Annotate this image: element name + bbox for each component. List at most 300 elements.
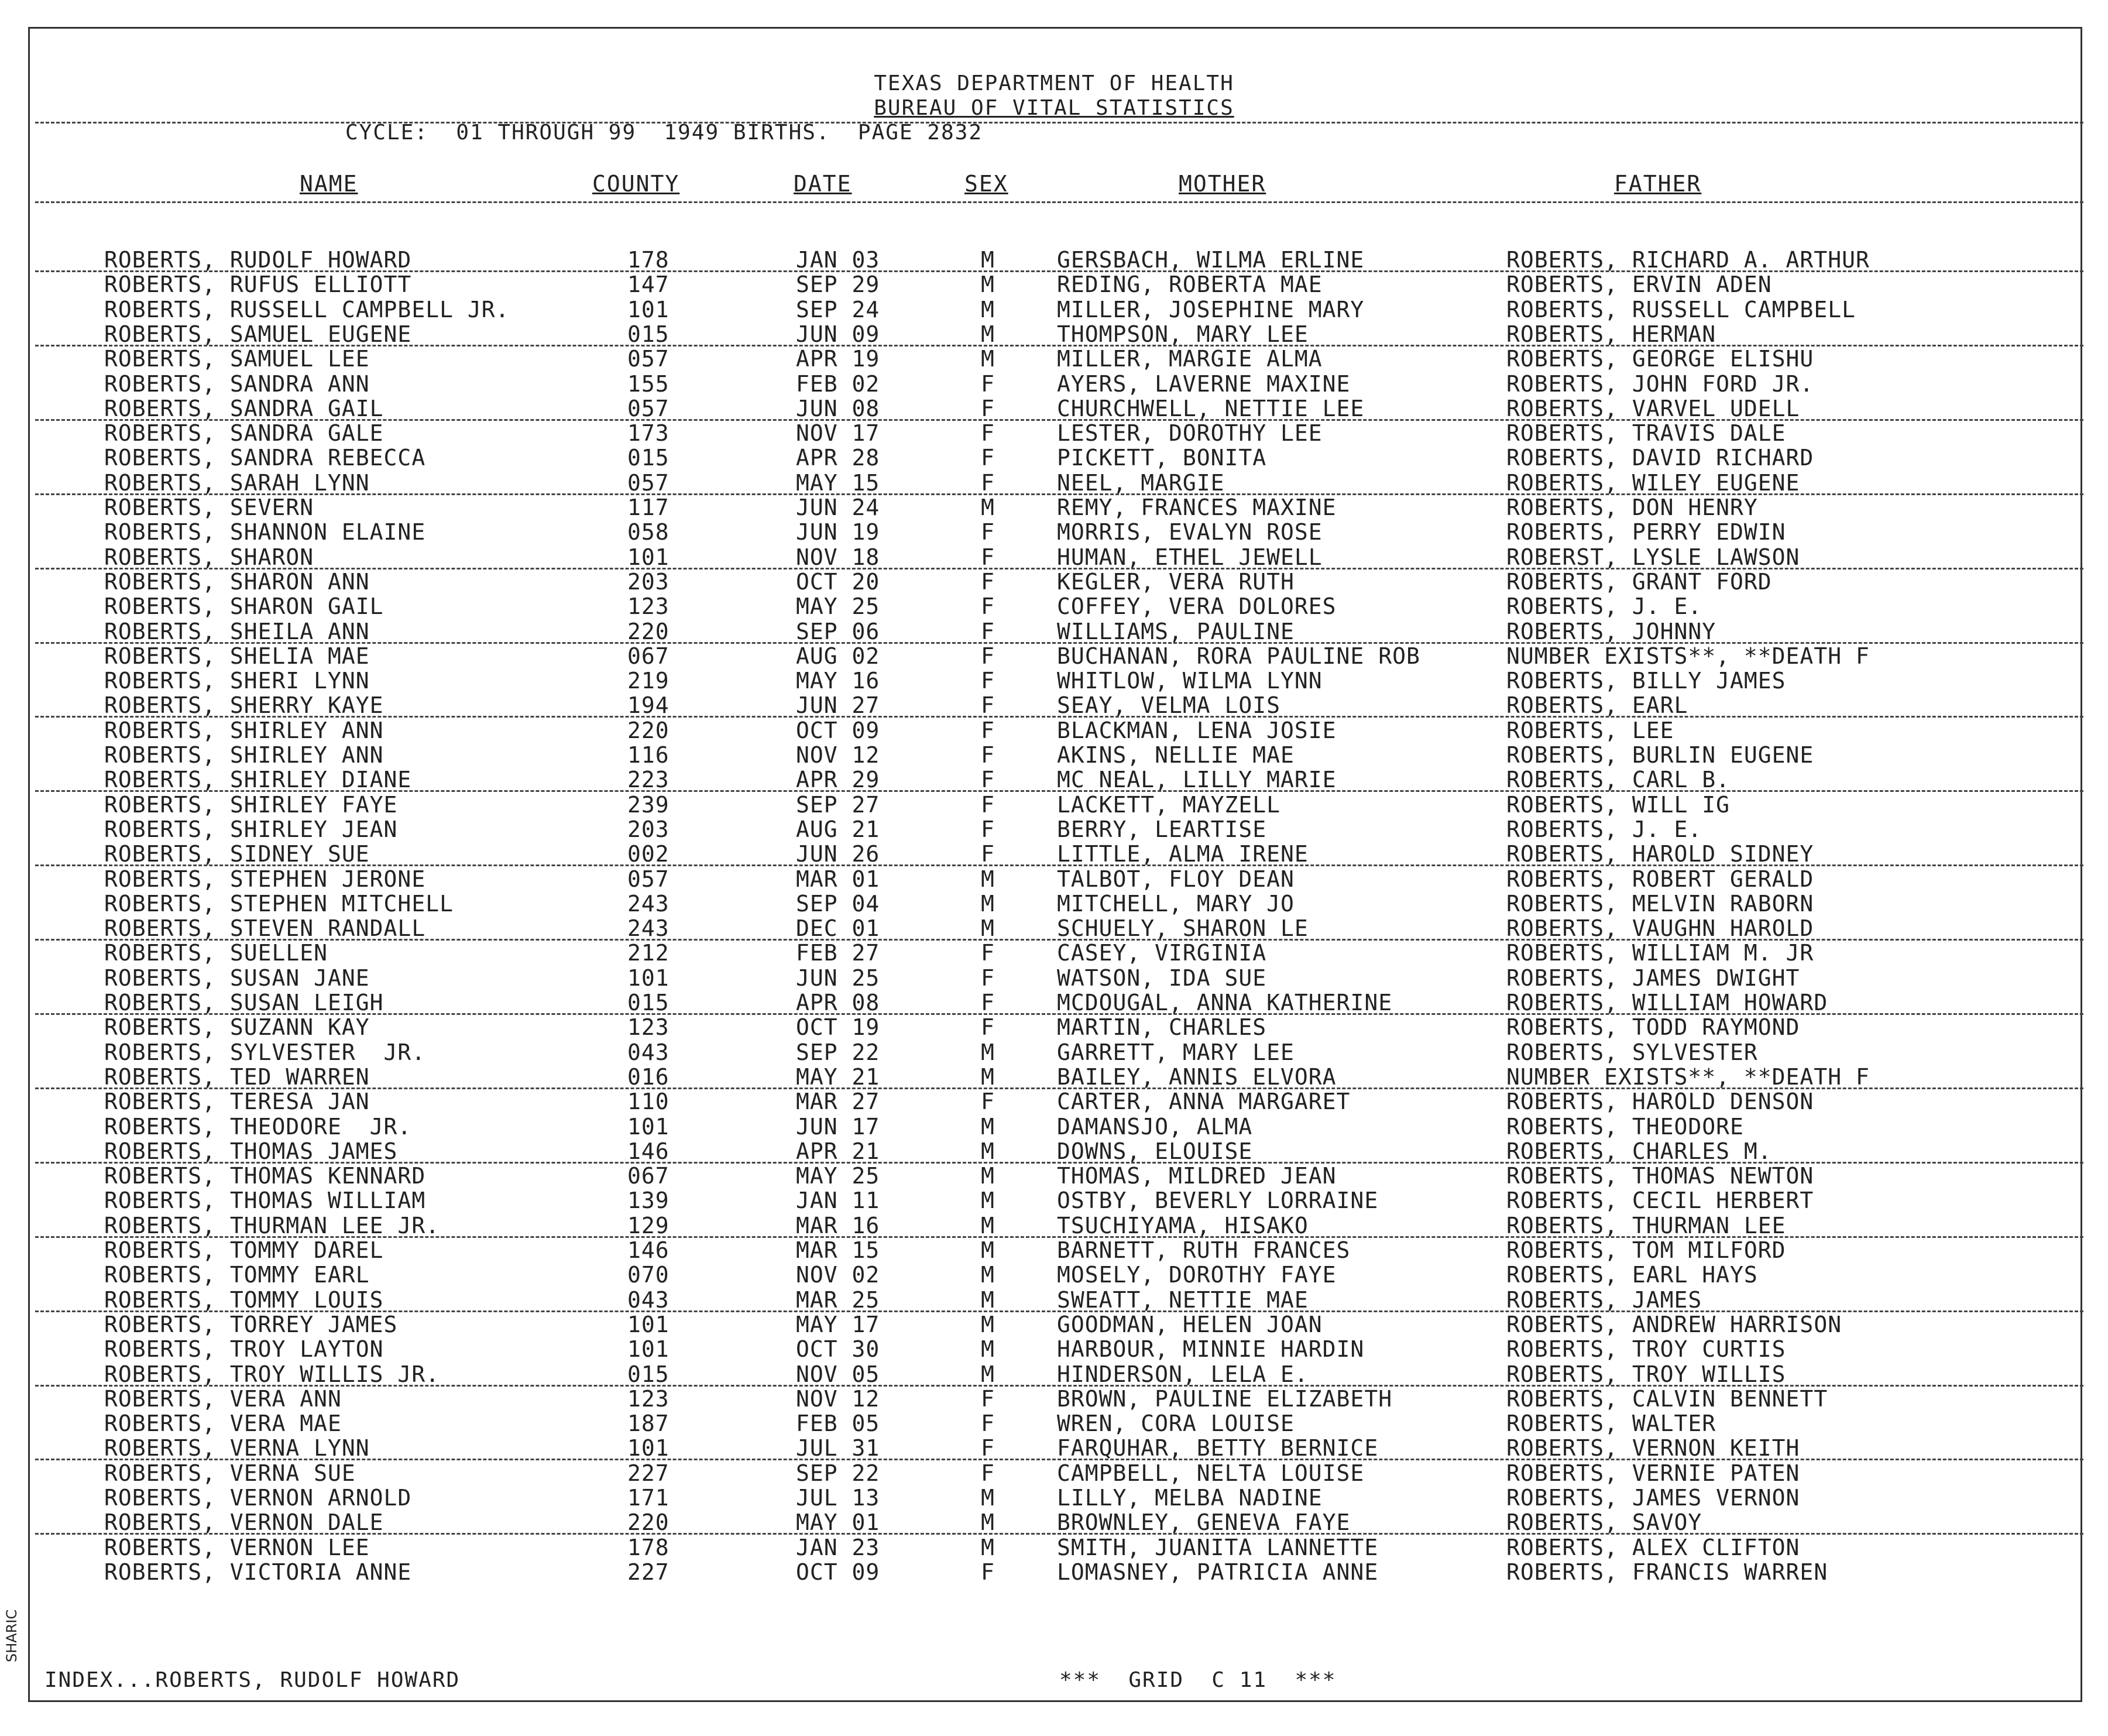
cell-mother: COFFEY, VERA DOLORES <box>1057 593 1337 620</box>
table-row <box>0 1312 2108 1336</box>
table-row <box>0 1435 2108 1460</box>
cell-father: ROBERTS, TRAVIS DALE <box>1506 420 1786 447</box>
cell-mother: WILLIAMS, PAULINE <box>1057 618 1295 644</box>
side-label: SHARIC <box>4 1609 20 1662</box>
cell-father: NUMBER EXISTS**, **DEATH F <box>1506 1063 1870 1090</box>
cell-date: FEB 02 <box>796 370 880 397</box>
cell-mother: DOWNS, ELOUISE <box>1057 1138 1253 1164</box>
cell-name: ROBERTS, TROY LAYTON <box>104 1336 384 1363</box>
cell-name: ROBERTS, TERESA JAN <box>104 1089 370 1115</box>
table-row <box>0 990 2108 1014</box>
cell-father: ROBERTS, EARL <box>1506 692 1688 719</box>
cell-sex: F <box>981 692 995 719</box>
cell-date: MAY 25 <box>796 593 880 620</box>
cell-sex: F <box>981 370 995 397</box>
cell-mother: WATSON, IDA SUE <box>1057 965 1267 991</box>
table-row <box>0 915 2108 940</box>
grid-label: *** GRID C 11 *** <box>1059 1668 1337 1692</box>
cell-mother: HUMAN, ETHEL JEWELL <box>1057 544 1323 570</box>
index-label: INDEX...ROBERTS, RUDOLF HOWARD <box>44 1668 461 1692</box>
cell-mother: WREN, CORA LOUISE <box>1057 1411 1295 1437</box>
cell-sex: F <box>981 742 995 768</box>
cell-name: ROBERTS, VERA ANN <box>104 1385 342 1412</box>
cell-name: ROBERTS, STEPHEN MITCHELL <box>104 890 454 917</box>
table-row <box>0 297 2108 321</box>
cell-mother: LILLY, MELBA NADINE <box>1057 1485 1323 1511</box>
cell-county: 101 <box>627 1435 670 1461</box>
cell-sex: F <box>981 668 995 694</box>
cell-sex: M <box>981 272 995 298</box>
cell-name: ROBERTS, SUZANN KAY <box>104 1014 370 1041</box>
table-row <box>0 1361 2108 1386</box>
cell-county: 101 <box>627 965 670 991</box>
cell-name: ROBERTS, SANDRA ANN <box>104 370 370 397</box>
table-row <box>0 495 2108 519</box>
cell-name: ROBERTS, SHARON <box>104 544 314 570</box>
cell-name: ROBERTS, RUDOLF HOWARD <box>104 247 412 273</box>
cell-sex: M <box>981 1188 995 1214</box>
cell-county: 067 <box>627 1163 670 1189</box>
cell-mother: SCHUELY, SHARON LE <box>1057 915 1309 942</box>
cell-father: ROBERTS, CARL B. <box>1506 767 1731 793</box>
table-row <box>0 643 2108 668</box>
cell-name: ROBERTS, TOMMY DAREL <box>104 1237 384 1263</box>
cell-father: ROBERTS, JOHNNY <box>1506 618 1716 644</box>
cell-county: 116 <box>627 742 670 768</box>
cell-mother: LACKETT, MAYZELL <box>1057 791 1281 818</box>
cell-county: 101 <box>627 1336 670 1363</box>
cell-father: ROBERTS, ERVIN ADEN <box>1506 272 1772 298</box>
cell-sex: M <box>981 1063 995 1090</box>
cell-name: ROBERTS, THURMAN LEE JR. <box>104 1212 440 1238</box>
cell-name: ROBERTS, SEVERN <box>104 495 314 520</box>
cell-sex: F <box>981 618 995 644</box>
cell-date: SEP 24 <box>796 296 880 323</box>
cell-father: ROBERTS, VERNON KEITH <box>1506 1435 1800 1461</box>
cell-county: 058 <box>627 519 670 545</box>
cell-date: JUN 09 <box>796 321 880 347</box>
cell-mother: FARQUHAR, BETTY BERNICE <box>1057 1435 1379 1461</box>
cell-name: ROBERTS, SIDNEY SUE <box>104 841 370 867</box>
cell-date: FEB 27 <box>796 940 880 966</box>
cell-name: ROBERTS, SHARON ANN <box>104 568 370 595</box>
cell-county: 117 <box>627 495 670 520</box>
cell-sex: F <box>981 1014 995 1041</box>
cell-county: 203 <box>627 816 670 842</box>
cell-mother: TSUCHIYAMA, HISAKO <box>1057 1212 1309 1238</box>
table-row <box>0 1114 2108 1138</box>
table-row <box>0 841 2108 866</box>
cell-name: ROBERTS, VERNON ARNOLD <box>104 1485 412 1511</box>
cell-mother: LITTLE, ALMA IRENE <box>1057 841 1309 867</box>
cell-date: SEP 04 <box>796 890 880 917</box>
cell-county: 110 <box>627 1089 670 1115</box>
cell-name: ROBERTS, SANDRA GALE <box>104 420 384 447</box>
cell-father: ROBERTS, WILEY EUGENE <box>1506 469 1800 496</box>
cell-date: OCT 09 <box>796 717 880 743</box>
cell-sex: M <box>981 866 995 892</box>
cell-name: ROBERTS, TOMMY EARL <box>104 1262 370 1288</box>
table-row <box>0 619 2108 643</box>
cell-county: 015 <box>627 445 670 471</box>
cell-county: 220 <box>627 1509 670 1536</box>
cell-mother: MILLER, JOSEPHINE MARY <box>1057 296 1365 323</box>
cell-name: ROBERTS, SHIRLEY ANN <box>104 742 384 768</box>
cell-county: 227 <box>627 1559 670 1585</box>
cell-county: 057 <box>627 469 670 496</box>
column-divider <box>35 201 2083 203</box>
cell-county: 227 <box>627 1460 670 1486</box>
cell-date: SEP 29 <box>796 272 880 298</box>
cell-mother: BLACKMAN, LENA JOSIE <box>1057 717 1337 743</box>
cell-father: ROBERTS, J. E. <box>1506 593 1702 620</box>
cell-county: 070 <box>627 1262 670 1288</box>
cell-name: ROBERTS, SHERI LYNN <box>104 668 370 694</box>
cell-sex: M <box>981 1039 995 1065</box>
cell-county: 173 <box>627 420 670 447</box>
cell-mother: TALBOT, FLOY DEAN <box>1057 866 1295 892</box>
table-row <box>0 668 2108 692</box>
cell-father: ROBERTS, GRANT FORD <box>1506 568 1772 595</box>
cell-date: MAY 21 <box>796 1063 880 1090</box>
cell-father: ROBERTS, FRANCIS WARREN <box>1506 1559 1828 1585</box>
cell-father: ROBERTS, WILLIAM M. JR <box>1506 940 1814 966</box>
cell-county: 220 <box>627 717 670 743</box>
cell-father: ROBERTS, RUSSELL CAMPBELL <box>1506 296 1856 323</box>
cell-county: 015 <box>627 321 670 347</box>
table-row <box>0 1535 2108 1559</box>
cell-mother: CHURCHWELL, NETTIE LEE <box>1057 395 1365 421</box>
cell-father: ROBERTS, WALTER <box>1506 1411 1716 1437</box>
cell-mother: THOMAS, MILDRED JEAN <box>1057 1163 1337 1189</box>
cell-father: NUMBER EXISTS**, **DEATH F <box>1506 643 1870 669</box>
cell-sex: M <box>981 1163 995 1189</box>
table-row <box>0 816 2108 841</box>
cell-mother: MC NEAL, LILLY MARIE <box>1057 767 1337 793</box>
cell-county: 220 <box>627 618 670 644</box>
cell-date: MAR 16 <box>796 1212 880 1238</box>
cell-name: ROBERTS, SHIRLEY ANN <box>104 717 384 743</box>
cell-mother: SWEATT, NETTIE MAE <box>1057 1286 1309 1313</box>
cell-mother: MITCHELL, MARY JO <box>1057 890 1295 917</box>
table-row <box>0 593 2108 618</box>
cell-sex: F <box>981 420 995 447</box>
bureau-title: BUREAU OF VITAL STATISTICS <box>874 96 1234 120</box>
cell-date: NOV 17 <box>796 420 880 447</box>
cell-date: AUG 02 <box>796 643 880 669</box>
cell-mother: AKINS, NELLIE MAE <box>1057 742 1295 768</box>
cell-county: 223 <box>627 767 670 793</box>
cell-mother: NEEL, MARGIE <box>1057 469 1225 496</box>
cell-name: ROBERTS, VERNON LEE <box>104 1534 370 1560</box>
cell-county: 015 <box>627 1361 670 1387</box>
cell-name: ROBERTS, SUSAN JANE <box>104 965 370 991</box>
cell-mother: MOSELY, DOROTHY FAYE <box>1057 1262 1337 1288</box>
cell-county: 002 <box>627 841 670 867</box>
cell-name: ROBERTS, VERNON DALE <box>104 1509 384 1536</box>
cell-county: 101 <box>627 1311 670 1337</box>
cell-date: APR 21 <box>796 1138 880 1164</box>
cell-father: ROBERTS, TROY CURTIS <box>1506 1336 1786 1363</box>
cell-sex: F <box>981 717 995 743</box>
cell-sex: M <box>981 1509 995 1536</box>
cycle-line: CYCLE: 01 THROUGH 99 1949 BIRTHS. PAGE 2832 <box>345 121 983 145</box>
cell-name: ROBERTS, VERA MAE <box>104 1411 342 1437</box>
cell-name: ROBERTS, SHEILA ANN <box>104 618 370 644</box>
cell-county: 171 <box>627 1485 670 1511</box>
table-row <box>0 1386 2108 1411</box>
cell-father: ROBERTS, ANDREW HARRISON <box>1506 1311 1842 1337</box>
cell-father: ROBERTS, VARVEL UDELL <box>1506 395 1800 421</box>
cell-father: ROBERTS, HAROLD DENSON <box>1506 1089 1814 1115</box>
cell-father: ROBERTS, GEORGE ELISHU <box>1506 346 1814 372</box>
cell-sex: M <box>981 890 995 917</box>
table-row <box>0 396 2108 420</box>
table-row <box>0 1237 2108 1262</box>
cell-mother: BARNETT, RUTH FRANCES <box>1057 1237 1351 1263</box>
cell-sex: M <box>981 1138 995 1164</box>
cell-name: ROBERTS, THEODORE JR. <box>104 1113 412 1140</box>
cell-father: ROBERTS, BILLY JAMES <box>1506 668 1786 694</box>
cell-name: ROBERTS, SHERRY KAYE <box>104 692 384 719</box>
cell-name: ROBERTS, SHIRLEY FAYE <box>104 791 398 818</box>
cell-name: ROBERTS, SHARON GAIL <box>104 593 384 620</box>
cell-date: OCT 20 <box>796 568 880 595</box>
cell-name: ROBERTS, SUSAN LEIGH <box>104 990 384 1015</box>
table-row <box>0 1064 2108 1089</box>
cell-mother: MORRIS, EVALYN ROSE <box>1057 519 1323 545</box>
table-row <box>0 569 2108 593</box>
cell-name: ROBERTS, SAMUEL EUGENE <box>104 321 412 347</box>
cell-county: 101 <box>627 296 670 323</box>
cell-date: JAN 03 <box>796 247 880 273</box>
cell-name: ROBERTS, SANDRA GAIL <box>104 395 384 421</box>
cell-date: MAY 01 <box>796 1509 880 1536</box>
cell-father: ROBERTS, J. E. <box>1506 816 1702 842</box>
cell-name: ROBERTS, VICTORIA ANNE <box>104 1559 412 1585</box>
cell-county: 187 <box>627 1411 670 1437</box>
cell-sex: F <box>981 568 995 595</box>
table-row <box>0 1336 2108 1361</box>
cell-county: 016 <box>627 1063 670 1090</box>
cell-county: 057 <box>627 866 670 892</box>
cell-date: SEP 27 <box>796 791 880 818</box>
cell-sex: M <box>981 1212 995 1238</box>
cell-date: MAR 25 <box>796 1286 880 1313</box>
cell-date: NOV 02 <box>796 1262 880 1288</box>
cell-date: JUN 25 <box>796 965 880 991</box>
column-header-date: DATE <box>794 171 852 197</box>
cell-name: ROBERTS, SAMUEL LEE <box>104 346 370 372</box>
cell-sex: F <box>981 791 995 818</box>
column-header-name: NAME <box>300 171 358 197</box>
cell-date: NOV 05 <box>796 1361 880 1387</box>
table-row <box>0 940 2108 965</box>
cell-name: ROBERTS, TORREY JAMES <box>104 1311 398 1337</box>
cell-mother: KEGLER, VERA RUTH <box>1057 568 1295 595</box>
cell-name: ROBERTS, TROY WILLIS JR. <box>104 1361 440 1387</box>
table-row <box>0 1014 2108 1039</box>
cell-name: ROBERTS, RUFUS ELLIOTT <box>104 272 412 298</box>
table-row <box>0 445 2108 469</box>
table-row <box>0 1163 2108 1188</box>
table-row <box>0 1559 2108 1584</box>
cell-date: APR 19 <box>796 346 880 372</box>
cell-father: ROBERTS, TROY WILLIS <box>1506 1361 1786 1387</box>
cell-name: ROBERTS, TOMMY LOUIS <box>104 1286 384 1313</box>
cell-date: MAY 15 <box>796 469 880 496</box>
cell-county: 123 <box>627 1385 670 1412</box>
cell-date: MAY 16 <box>796 668 880 694</box>
cell-mother: GERSBACH, WILMA ERLINE <box>1057 247 1365 273</box>
cell-father: ROBERTS, HERMAN <box>1506 321 1716 347</box>
cell-father: ROBERTS, BURLIN EUGENE <box>1506 742 1814 768</box>
cell-father: ROBERTS, ALEX CLIFTON <box>1506 1534 1800 1560</box>
cell-sex: M <box>981 346 995 372</box>
cell-name: ROBERTS, STEPHEN JERONE <box>104 866 426 892</box>
cell-father: ROBERTS, SAVOY <box>1506 1509 1702 1536</box>
cell-county: 101 <box>627 544 670 570</box>
cell-father: ROBERTS, LEE <box>1506 717 1674 743</box>
table-row <box>0 371 2108 396</box>
cell-sex: F <box>981 469 995 496</box>
cell-date: NOV 18 <box>796 544 880 570</box>
cell-father: ROBERTS, THEODORE <box>1506 1113 1744 1140</box>
cell-county: 178 <box>627 247 670 273</box>
cell-father: ROBERTS, PERRY EDWIN <box>1506 519 1786 545</box>
table-row <box>0 1509 2108 1534</box>
cell-sex: F <box>981 445 995 471</box>
table-row <box>0 1262 2108 1286</box>
cell-mother: WHITLOW, WILMA LYNN <box>1057 668 1323 694</box>
cell-sex: F <box>981 940 995 966</box>
cell-father: ROBERTS, DON HENRY <box>1506 495 1758 520</box>
cell-mother: LOMASNEY, PATRICIA ANNE <box>1057 1559 1379 1585</box>
cell-name: ROBERTS, SARAH LYNN <box>104 469 370 496</box>
cell-county: 178 <box>627 1534 670 1560</box>
cell-father: ROBERST, LYSLE LAWSON <box>1506 544 1800 570</box>
cell-county: 147 <box>627 272 670 298</box>
cell-father: ROBERTS, TODD RAYMOND <box>1506 1014 1800 1041</box>
cell-name: ROBERTS, VERNA SUE <box>104 1460 356 1486</box>
column-header-county: COUNTY <box>592 171 680 197</box>
table-row <box>0 692 2108 717</box>
table-row <box>0 891 2108 915</box>
cell-county: 057 <box>627 346 670 372</box>
cell-name: ROBERTS, TED WARREN <box>104 1063 370 1090</box>
cell-county: 155 <box>627 370 670 397</box>
cell-mother: REMY, FRANCES MAXINE <box>1057 495 1337 520</box>
cell-name: ROBERTS, SHIRLEY JEAN <box>104 816 398 842</box>
cell-sex: M <box>981 1311 995 1337</box>
cell-mother: MARTIN, CHARLES <box>1057 1014 1267 1041</box>
cell-date: OCT 30 <box>796 1336 880 1363</box>
cell-father: ROBERTS, CALVIN BENNETT <box>1506 1385 1828 1412</box>
cell-mother: OSTBY, BEVERLY LORRAINE <box>1057 1188 1379 1214</box>
cell-date: JUN 24 <box>796 495 880 520</box>
table-row <box>0 1188 2108 1212</box>
cell-sex: F <box>981 1460 995 1486</box>
cell-name: ROBERTS, SUELLEN <box>104 940 328 966</box>
cell-sex: F <box>981 767 995 793</box>
cell-county: 239 <box>627 791 670 818</box>
cell-county: 043 <box>627 1039 670 1065</box>
cell-date: SEP 22 <box>796 1039 880 1065</box>
cell-sex: F <box>981 643 995 669</box>
cell-date: JAN 23 <box>796 1534 880 1560</box>
cell-sex: M <box>981 1485 995 1511</box>
cell-county: 146 <box>627 1138 670 1164</box>
cell-sex: M <box>981 1113 995 1140</box>
cell-sex: M <box>981 1237 995 1263</box>
table-row <box>0 1213 2108 1237</box>
table-row <box>0 1138 2108 1163</box>
cell-date: JAN 11 <box>796 1188 880 1214</box>
cell-county: 123 <box>627 1014 670 1041</box>
table-row <box>0 1287 2108 1312</box>
table-row <box>0 965 2108 990</box>
cell-mother: BAILEY, ANNIS ELVORA <box>1057 1063 1337 1090</box>
header-divider <box>35 122 2083 123</box>
cell-mother: CAMPBELL, NELTA LOUISE <box>1057 1460 1365 1486</box>
cell-date: APR 08 <box>796 990 880 1015</box>
cell-sex: F <box>981 1411 995 1437</box>
table-row <box>0 321 2108 346</box>
cell-county: 129 <box>627 1212 670 1238</box>
cell-mother: BUCHANAN, RORA PAULINE ROB <box>1057 643 1420 669</box>
cell-county: 203 <box>627 568 670 595</box>
cell-county: 219 <box>627 668 670 694</box>
cell-name: ROBERTS, THOMAS KENNARD <box>104 1163 426 1189</box>
cell-name: ROBERTS, SHELIA MAE <box>104 643 370 669</box>
cell-mother: GOODMAN, HELEN JOAN <box>1057 1311 1323 1337</box>
table-row <box>0 1485 2108 1509</box>
column-header-sex: SEX <box>964 171 1008 197</box>
table-row <box>0 1460 2108 1485</box>
cell-sex: M <box>981 296 995 323</box>
cell-date: SEP 22 <box>796 1460 880 1486</box>
cell-date: FEB 05 <box>796 1411 880 1437</box>
cell-county: 212 <box>627 940 670 966</box>
cell-county: 043 <box>627 1286 670 1313</box>
cell-name: ROBERTS, SYLVESTER JR. <box>104 1039 426 1065</box>
cell-date: JUL 31 <box>796 1435 880 1461</box>
cell-father: ROBERTS, VERNIE PATEN <box>1506 1460 1800 1486</box>
cell-father: ROBERTS, CHARLES M. <box>1506 1138 1772 1164</box>
cell-county: 067 <box>627 643 670 669</box>
cell-mother: MCDOUGAL, ANNA KATHERINE <box>1057 990 1393 1015</box>
cell-mother: PICKETT, BONITA <box>1057 445 1267 471</box>
cell-sex: M <box>981 915 995 942</box>
cell-sex: F <box>981 990 995 1015</box>
cell-sex: M <box>981 1361 995 1387</box>
cell-date: JUN 17 <box>796 1113 880 1140</box>
cell-date: JUN 08 <box>796 395 880 421</box>
table-row <box>0 272 2108 296</box>
cell-date: NOV 12 <box>796 1385 880 1412</box>
cell-date: APR 28 <box>796 445 880 471</box>
cell-date: JUN 27 <box>796 692 880 719</box>
cell-father: ROBERTS, WILL IG <box>1506 791 1731 818</box>
cell-county: 139 <box>627 1188 670 1214</box>
cell-father: ROBERTS, RICHARD A. ARTHUR <box>1506 247 1870 273</box>
cell-sex: M <box>981 495 995 520</box>
cell-father: ROBERTS, DAVID RICHARD <box>1506 445 1814 471</box>
cell-father: ROBERTS, HAROLD SIDNEY <box>1506 841 1814 867</box>
cell-date: MAY 25 <box>796 1163 880 1189</box>
cell-mother: SMITH, JUANITA LANNETTE <box>1057 1534 1379 1560</box>
cell-father: ROBERTS, JAMES DWIGHT <box>1506 965 1800 991</box>
